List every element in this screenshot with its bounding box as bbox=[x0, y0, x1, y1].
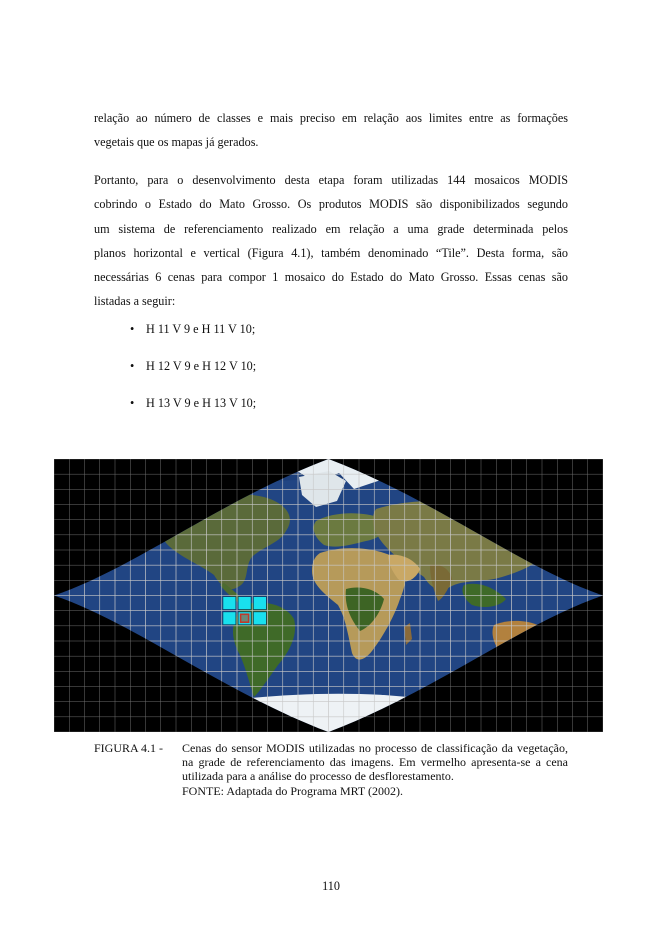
selected-tile-marker bbox=[241, 614, 249, 622]
text-line: Portanto, para o desenvolvimento desta etapa foram utilizadas 144 mosaicos MODIS bbox=[94, 173, 568, 187]
caption-text: Cenas do sensor MODIS utilizadas no processo de classificação da vegetação, na grade de referenciamento das imagens. Em vermelho apresenta-se a cena utilizada para a análise do processo de desflorestamento. bbox=[182, 741, 568, 784]
list-item-text: H 11 V 9 e H 11 V 10; bbox=[146, 322, 256, 336]
text-line: listadas a seguir: bbox=[94, 294, 176, 309]
modis-tile-h11v9 bbox=[223, 597, 236, 610]
paragraph-modis bbox=[94, 168, 568, 314]
list-item-text: H 13 V 9 e H 13 V 10; bbox=[146, 396, 257, 410]
modis-tile-grid-map bbox=[54, 459, 603, 732]
bullet-icon: • bbox=[130, 396, 135, 410]
modis-tile-h13v9 bbox=[253, 597, 266, 610]
caption-label: FIGURA 4.1 - bbox=[94, 741, 164, 755]
scene-list bbox=[130, 319, 256, 430]
list-item bbox=[130, 356, 256, 393]
text-line: necessárias 6 cenas para compor 1 mosaico do Estado do Mato Grosso. Essas cenas são bbox=[94, 270, 568, 285]
caption-head bbox=[94, 741, 568, 784]
figure-caption bbox=[94, 741, 568, 798]
list-item-text: H 12 V 9 e H 12 V 10; bbox=[146, 359, 257, 373]
list-item bbox=[130, 319, 256, 356]
modis-tile-h13v10 bbox=[253, 612, 266, 625]
page-number: 110 bbox=[322, 879, 340, 893]
text-line: planos horizontal e vertical (Figura 4.1), também denominado “Tile”. Desta forma, são bbox=[94, 245, 568, 260]
bullet-icon: • bbox=[130, 359, 135, 373]
bullet-icon: • bbox=[130, 322, 135, 336]
text-line: vegetais que os mapas já gerados. bbox=[94, 135, 259, 150]
list-item bbox=[130, 393, 256, 430]
paragraph-intro bbox=[94, 106, 568, 155]
caption-source: FONTE: Adaptada do Programa MRT (2002). bbox=[182, 783, 404, 798]
modis-tile-h12v9 bbox=[238, 597, 251, 610]
modis-tile-h11v10 bbox=[223, 612, 236, 625]
text-line: um sistema de referenciamento realizado em relação a uma grade determinada pelos bbox=[94, 221, 568, 236]
text-line: relação ao número de classes e mais preciso em relação aos limites entre as formações bbox=[94, 111, 568, 125]
text-line: cobrindo o Estado do Mato Grosso. Os produtos MODIS são disponibilizados segundo bbox=[94, 197, 568, 212]
